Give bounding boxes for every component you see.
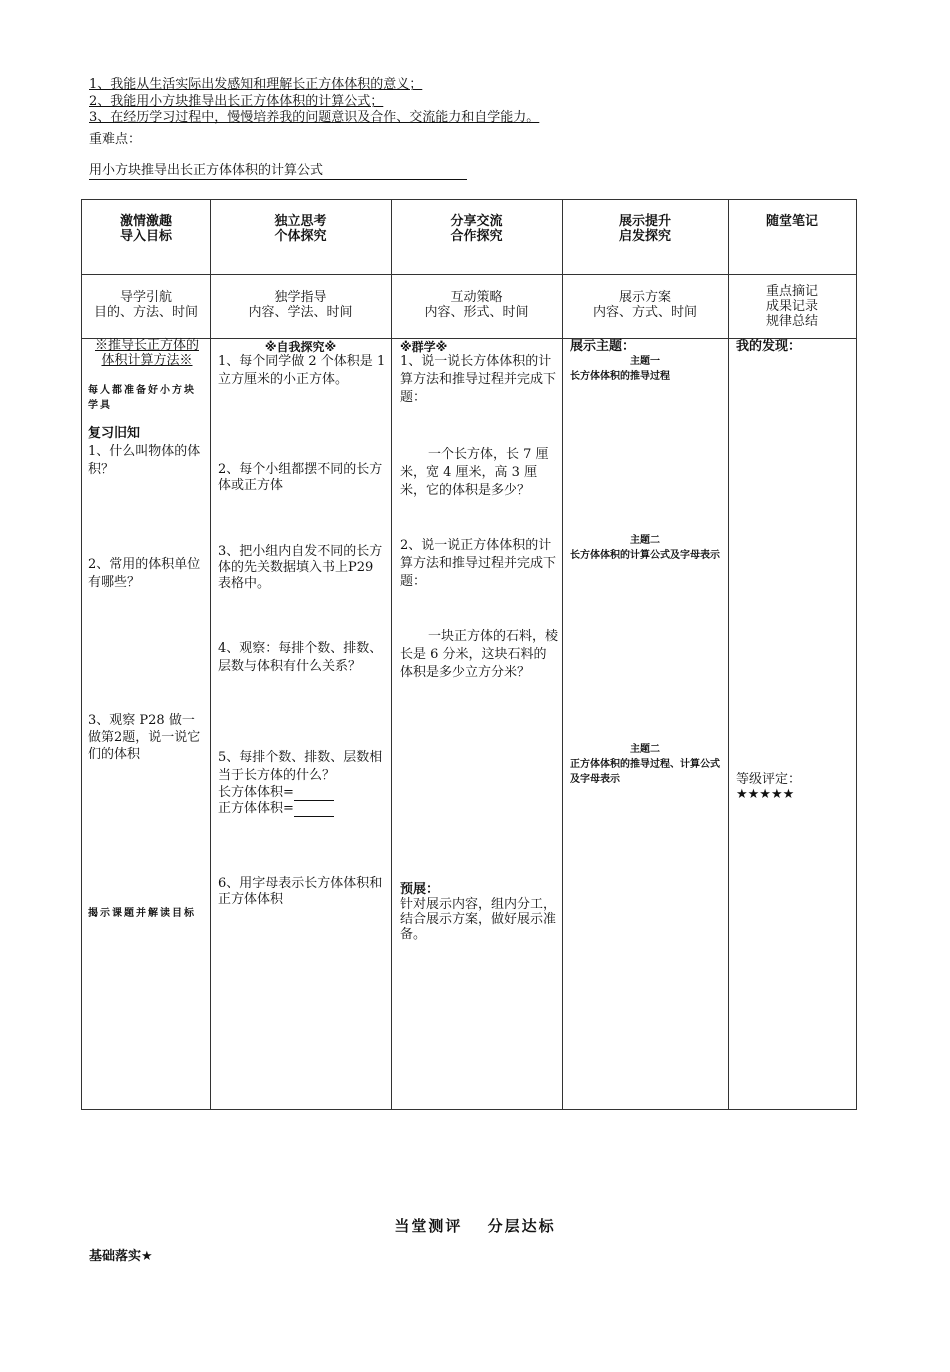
col2-step-5b: 正方体体积=	[218, 801, 386, 817]
col5-stars: ★★★★★	[736, 787, 795, 802]
col3-task-2: 2、说一说正方体体积的计算方法和推导过程并完成下题：	[400, 538, 557, 589]
col2-step-5a: 长方体体积=	[218, 785, 386, 801]
col5-label: 我的发现：	[736, 339, 802, 354]
col2-step-4: 4、观察：每排个数、排数、层数与体积有什么关系？	[218, 641, 383, 674]
subheader-col-4: 展示方案 内容、方式、时间	[592, 290, 697, 320]
header-col-3: 分享交流 合作探究	[450, 214, 503, 244]
goal-2: 2、我能用小方块推导出长正方体体积的计算公式；	[89, 94, 384, 109]
subheader-col-2: 独学指导 内容、学法、时间	[248, 290, 353, 320]
difficulty-text: 用小方块推导出长正方体体积的计算公式	[89, 163, 467, 180]
header-col-4: 展示提升 启发探究	[618, 214, 671, 244]
col3-preview-label: 预展：	[400, 882, 440, 897]
col2-step-3: 3、把小组内自发不同的长方体的先关数据填入书上P29 表格中。	[218, 544, 383, 591]
col1-q3: 3、观察 P28 做一做第2题，说一说它们的体积	[88, 713, 201, 762]
subheader-col-1: 导学引航 目的、方法、时间	[93, 290, 198, 320]
col1-prep: 每人都准备好小方块学具	[88, 385, 196, 411]
goal-3: 3、在经历学习过程中，慢慢培养我的问题意识及合作、交流能力和自学能力。	[89, 110, 540, 125]
subheader-col-5: 重点摘记 成果记录 规律总结	[765, 284, 818, 329]
col3-task-1: 1、说一说长方体体积的计算方法和推导过程并完成下题：	[400, 354, 557, 405]
col4-theme3: 正方体体积的推导过程、计算公式及字母表示	[570, 759, 720, 785]
col3-title: ※群学※	[400, 340, 448, 354]
col2-step-5: 5、每排个数、排数、层数相当于长方体的什么？	[218, 750, 383, 783]
header-col-5: 随堂笔记	[765, 214, 818, 229]
col2-step-6: 6、用字母表示长方体体积和正方体体积	[218, 876, 383, 907]
col3-task-2-question: 一块正方体的石料，棱长是 6 分米，这块石料的体积是多少立方分米？	[400, 629, 559, 680]
col2-step-1: 1、每个同学做 2 个体积是 1 立方厘米的小正方体。	[218, 354, 386, 387]
col4-theme1: 长方体体积的推导过程	[570, 371, 670, 382]
difficulty-label: 重难点：	[89, 132, 142, 147]
col1-review-label: 复习旧知	[88, 426, 141, 441]
col4-theme2-title: 主题二	[630, 535, 660, 546]
header-col-2: 独立思考 个体探究	[274, 214, 327, 244]
col1-reveal: 揭示课题并解读目标	[88, 908, 196, 919]
col1-q1: 1、什么叫物体的体积？	[88, 444, 201, 477]
col1-q2: 2、常用的体积单位有哪些？	[88, 557, 201, 590]
col1-title: ※推导长正方体的体积计算方法※	[94, 338, 199, 368]
col2-step-2: 2、每个小组都摆不同的长方体或正方体	[218, 462, 383, 493]
col3-task-1-question: 一个长方体，长 7 厘米，宽 4 厘米，高 3 厘米，它的体积是多少？	[400, 447, 549, 498]
basic-level-label: 基础落实★	[89, 1249, 153, 1264]
col4-theme2: 长方体体积的计算公式及字母表示	[570, 550, 720, 561]
col4-theme3-title: 主题二	[630, 744, 660, 755]
subheader-col-3: 互动策略 内容、形式、时间	[424, 290, 529, 320]
col4-label: 展示主题：	[570, 339, 636, 354]
col3-preview: 针对展示内容，组内分工，结合展示方案，做好展示准备。	[400, 897, 557, 942]
section-title: 当堂测评 分层达标	[394, 1217, 556, 1235]
lesson-table	[81, 199, 857, 1110]
col5-grade-label: 等级评定：	[736, 772, 802, 787]
col4-theme1-title: 主题一	[630, 356, 660, 367]
header-col-1: 激情激趣 导入目标	[119, 214, 172, 244]
goal-1: 1、我能从生活实际出发感知和理解长正方体体积的意义；	[89, 77, 423, 92]
col2-title: ※自我探究※	[264, 340, 337, 354]
